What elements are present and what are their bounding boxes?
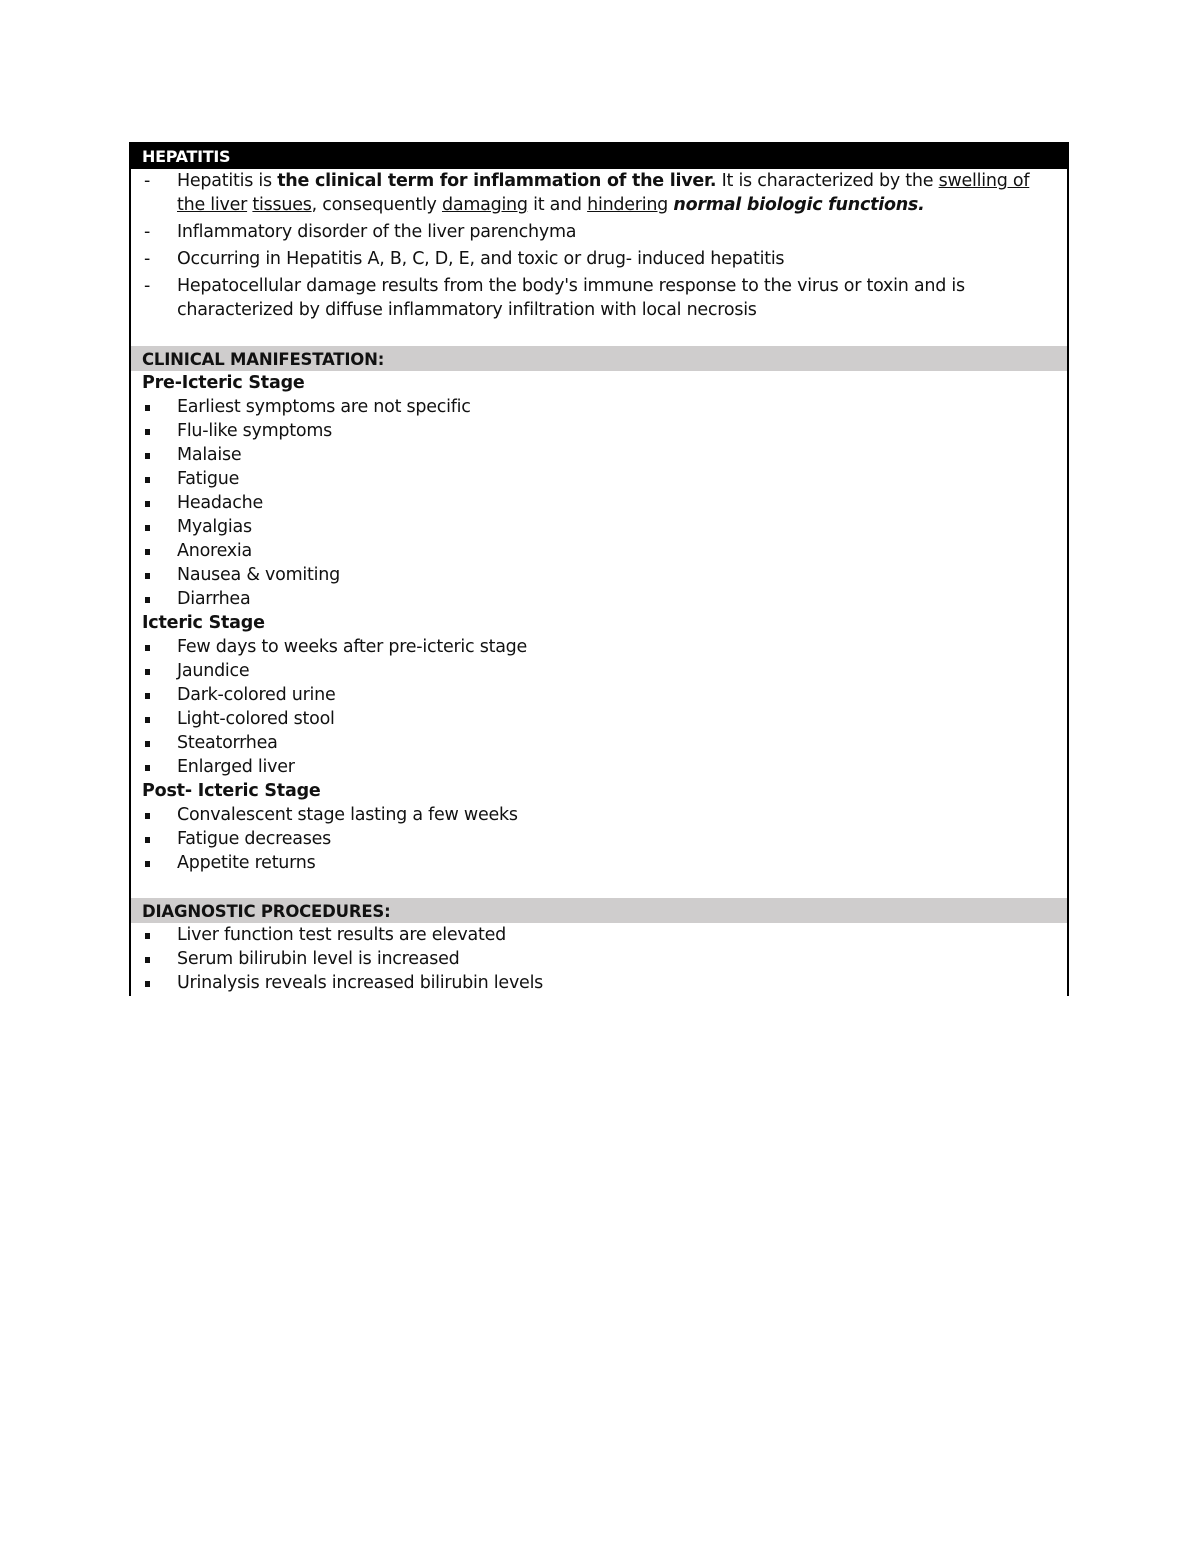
list-item: Liver function test results are elevated: [131, 923, 1067, 947]
list-item: Few days to weeks after pre-icteric stage: [131, 635, 1067, 659]
list-item: Enlarged liver: [131, 755, 1067, 779]
list-item: Nausea & vomiting: [131, 563, 1067, 587]
square-bullet-icon: [145, 477, 150, 483]
list-item: Fatigue decreases: [131, 827, 1067, 851]
hepatitis-header: HEPATITIS: [131, 142, 1067, 169]
list-item: Headache: [131, 491, 1067, 515]
hepatitis-point: - Inflammatory disorder of the liver parenchyma: [144, 222, 577, 242]
list-item: Diarrhea: [131, 587, 1067, 611]
square-bullet-icon: [145, 861, 150, 867]
square-bullet-icon: [145, 717, 150, 723]
list-item: Appetite returns: [131, 851, 1067, 875]
pre-icteric-stage-heading: Pre-Icteric Stage: [142, 373, 305, 393]
square-bullet-icon: [145, 933, 150, 939]
hepatitis-definition: - Hepatitis is the clinical term for inflammation of the liver. It is characterized by the swelling of the liver tissues, consequently damaging it and hindering normal biologic functions.: [144, 171, 1030, 215]
square-bullet-icon: [145, 669, 150, 675]
list-item: Dark-colored urine: [131, 683, 1067, 707]
list-item: Jaundice: [131, 659, 1067, 683]
square-bullet-icon: [145, 549, 150, 555]
document-table: [129, 142, 1069, 996]
dash-marker: -: [144, 276, 151, 296]
clinical-manifestation-header: CLINICAL MANIFESTATION:: [131, 346, 1067, 371]
square-bullet-icon: [145, 765, 150, 771]
spacer: [131, 325, 1067, 346]
square-bullet-icon: [145, 693, 150, 699]
post-icteric-stage-heading: Post- Icteric Stage: [142, 781, 321, 801]
square-bullet-icon: [145, 429, 150, 435]
square-bullet-icon: [145, 405, 150, 411]
hepatitis-point: - Hepatocellular damage results from the body's immune response to the virus or toxin and is characterized by diffuse inflammatory infiltration with local necrosis: [144, 276, 965, 320]
list-item: Convalescent stage lasting a few weeks: [131, 803, 1067, 827]
list-item: Light-colored stool: [131, 707, 1067, 731]
list-item: Serum bilirubin level is increased: [131, 947, 1067, 971]
square-bullet-icon: [145, 837, 150, 843]
square-bullet-icon: [145, 813, 150, 819]
diagnostic-procedures-header: DIAGNOSTIC PROCEDURES:: [131, 898, 1067, 923]
hepatitis-point: - Occurring in Hepatitis A, B, C, D, E, and toxic or drug- induced hepatitis: [144, 249, 785, 269]
spacer: [131, 875, 1067, 898]
square-bullet-icon: [145, 525, 150, 531]
square-bullet-icon: [145, 741, 150, 747]
list-item: Myalgias: [131, 515, 1067, 539]
square-bullet-icon: [145, 453, 150, 459]
dash-marker: -: [144, 171, 151, 191]
list-item: Steatorrhea: [131, 731, 1067, 755]
square-bullet-icon: [145, 597, 150, 603]
square-bullet-icon: [145, 573, 150, 579]
list-item: Fatigue: [131, 467, 1067, 491]
square-bullet-icon: [145, 957, 150, 963]
square-bullet-icon: [145, 501, 150, 507]
dash-marker: -: [144, 222, 151, 242]
list-item: Urinalysis reveals increased bilirubin levels: [131, 971, 1067, 995]
square-bullet-icon: [145, 981, 150, 987]
dash-marker: -: [144, 249, 151, 269]
square-bullet-icon: [145, 645, 150, 651]
icteric-stage-heading: Icteric Stage: [142, 613, 265, 633]
list-item: Flu-like symptoms: [131, 419, 1067, 443]
list-item: Malaise: [131, 443, 1067, 467]
list-item: Anorexia: [131, 539, 1067, 563]
list-item: Earliest symptoms are not specific: [131, 395, 1067, 419]
